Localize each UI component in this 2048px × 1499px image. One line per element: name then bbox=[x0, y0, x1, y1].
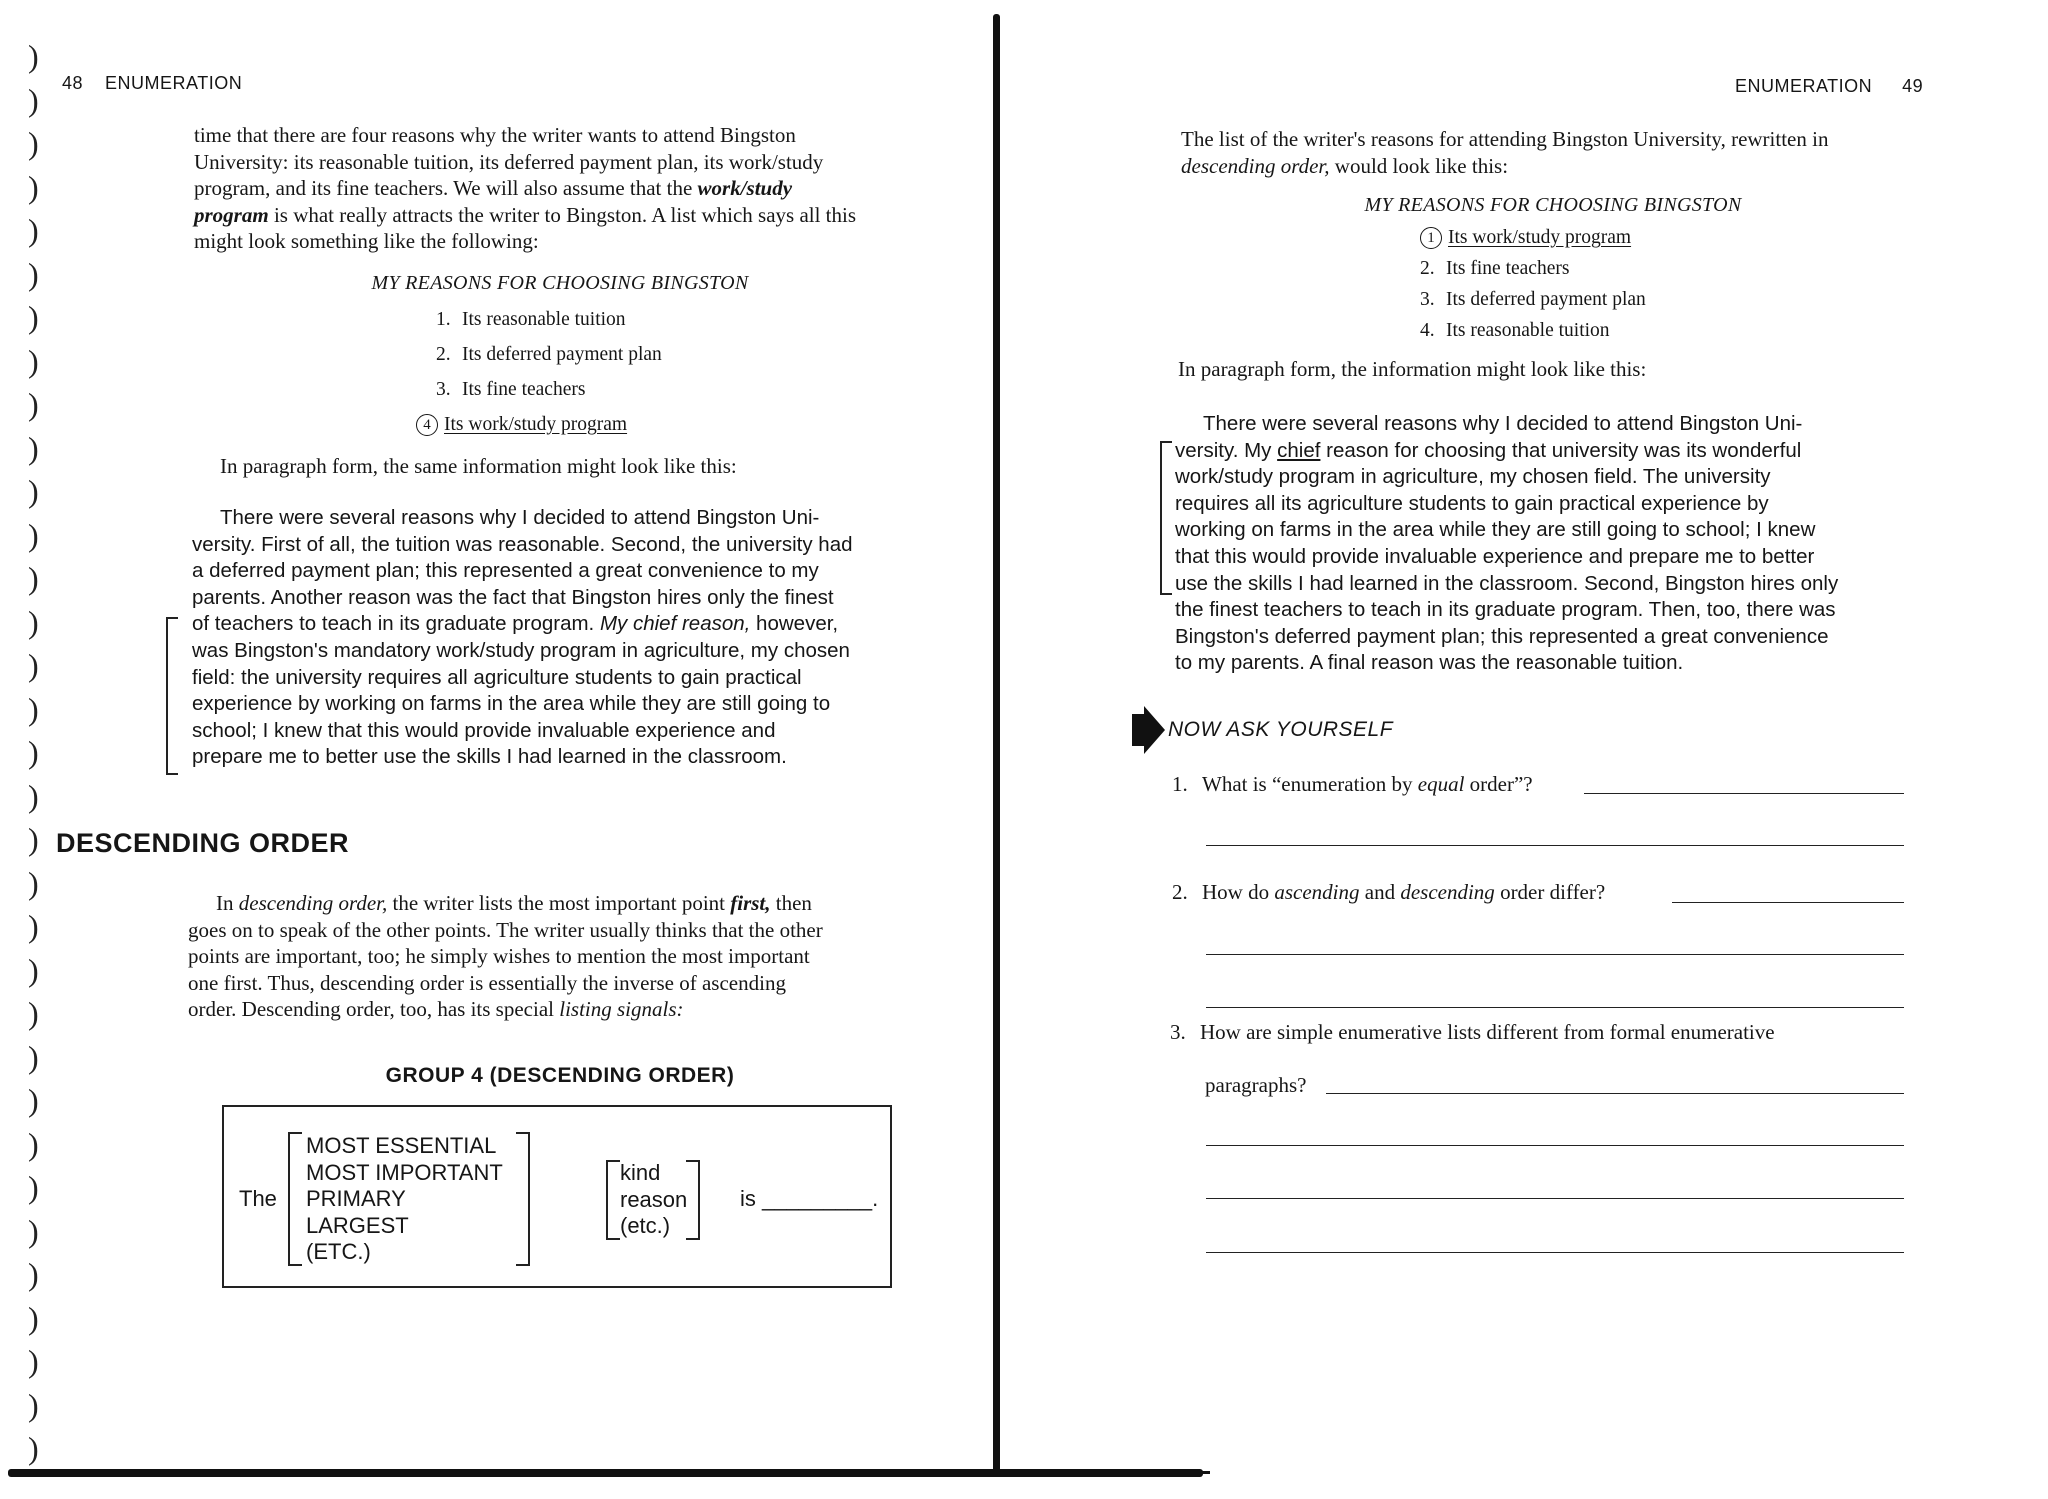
example-line: that this would provide invaluable experience and prepare me to better bbox=[1175, 544, 1815, 568]
binding-mark: ) bbox=[28, 386, 39, 422]
binding-mark: ) bbox=[28, 1299, 39, 1336]
right-bracket bbox=[686, 1160, 700, 1240]
bottom-rule-extension bbox=[960, 1471, 1210, 1474]
question-text: How do ascending and descending order differ? bbox=[1202, 880, 1606, 904]
question-3-continuation: paragraphs? bbox=[1205, 1073, 1307, 1097]
binding-mark: ) bbox=[28, 81, 39, 118]
intro-line: time that there are four reasons why the writer wants to attend Bingston bbox=[194, 123, 796, 147]
answer-line[interactable] bbox=[1206, 1145, 1904, 1146]
signal-word: PRIMARY bbox=[306, 1186, 406, 1211]
left-bracket bbox=[288, 1132, 302, 1266]
signal-word: reason bbox=[620, 1186, 688, 1212]
example-line: versity. My chief reason for choosing that university was its wonderful bbox=[1175, 438, 1802, 462]
example-line: parents. Another reason was the fact that Bingston hires only the finest bbox=[192, 585, 834, 609]
example-line: prepare me to better use the skills I had learned in the classroom. bbox=[192, 745, 787, 769]
left-intro-paragraph bbox=[194, 122, 930, 255]
left-example-paragraph bbox=[192, 505, 926, 771]
right-page-number: 49 bbox=[1902, 76, 1924, 96]
list-item: 3. Its deferred payment plan bbox=[1420, 289, 1646, 310]
binding-mark: ) bbox=[28, 1343, 39, 1379]
signal-word: kind bbox=[620, 1160, 661, 1185]
binding-mark: ) bbox=[28, 734, 39, 770]
binding-mark: ) bbox=[28, 603, 39, 640]
example-line: to my parents. A final reason was the reasonable tuition. bbox=[1175, 651, 1684, 675]
section-heading: DESCENDING ORDER bbox=[56, 828, 350, 858]
signal-word: LARGEST bbox=[306, 1212, 409, 1238]
descending-line: order. Descending order, too, has its special listing signals: bbox=[188, 997, 684, 1021]
circled-number: 1 bbox=[1420, 227, 1442, 249]
binding-mark: ) bbox=[28, 516, 39, 553]
list-item: 1 Its work/study program bbox=[1420, 222, 1646, 253]
box-blank: _________. bbox=[762, 1186, 879, 1211]
binding-mark: ) bbox=[28, 908, 39, 944]
right-example-paragraph bbox=[1175, 411, 1908, 677]
answer-line[interactable] bbox=[1584, 793, 1904, 794]
intro-line: descending order, would look like this: bbox=[1181, 153, 1509, 178]
binding-mark: ) bbox=[28, 690, 39, 727]
binding-mark: ) bbox=[28, 168, 39, 205]
circled-number: 4 bbox=[416, 414, 438, 436]
binding-mark: ) bbox=[28, 1386, 39, 1423]
left-running-head bbox=[62, 73, 242, 94]
binding-mark: ) bbox=[28, 864, 39, 901]
box-tail-word: is bbox=[740, 1186, 756, 1211]
right-intro-paragraph bbox=[1181, 126, 1911, 179]
example-line: requires all its agriculture students to gain practical experience by bbox=[1175, 491, 1769, 515]
right-running-head-title: ENUMERATION bbox=[1735, 76, 1873, 96]
box-tail bbox=[740, 1186, 878, 1213]
example-line: experience by working on farms in the area while they are still going to bbox=[192, 692, 831, 716]
answer-line[interactable] bbox=[1206, 845, 1904, 846]
descending-paragraph bbox=[188, 890, 924, 1023]
intro-line: program, and its fine teachers. We will also assume that the work/study bbox=[194, 176, 793, 200]
binding-mark: ) bbox=[28, 212, 39, 248]
example-line: the finest teachers to teach in its graduate program. Then, too, there was bbox=[1175, 598, 1836, 622]
example-line: a deferred payment plan; this represented a great convenience to my bbox=[192, 559, 819, 583]
left-running-head-title: ENUMERATION bbox=[105, 73, 243, 93]
binding-mark: ) bbox=[28, 995, 39, 1031]
list-item: 2. Its deferred payment plan bbox=[436, 344, 662, 365]
example-line: There were several reasons why I decided to attend Bingston Uni- bbox=[1203, 412, 1803, 435]
descending-line: goes on to speak of the other points. The writer usually thinks that the other bbox=[188, 917, 823, 942]
signal-word: MOST IMPORTANT bbox=[306, 1159, 503, 1185]
example-line: versity. First of all, the tuition was reasonable. Second, the university had bbox=[192, 532, 853, 556]
binding-mark: ) bbox=[28, 429, 39, 466]
group-heading: GROUP 4 (DESCENDING ORDER) bbox=[385, 1064, 735, 1087]
left-reasons-list bbox=[423, 302, 662, 442]
binding-marks bbox=[18, 0, 58, 1499]
left-list-title: MY REASONS FOR CHOOSING BINGSTON bbox=[371, 272, 749, 294]
page-gutter bbox=[993, 14, 1000, 1474]
question-3: 3. How are simple enumerative lists different from formal enumerative bbox=[1170, 1020, 1775, 1044]
list-item: 4. Its reasonable tuition bbox=[1420, 320, 1610, 341]
binding-mark: ) bbox=[28, 560, 39, 596]
margin-bracket bbox=[166, 617, 178, 775]
intro-line: University: its reasonable tuition, its deferred payment plan, its work/study bbox=[194, 149, 824, 174]
left-transition-line: In paragraph form, the same information might look like this: bbox=[220, 454, 737, 478]
example-line: was Bingston's mandatory work/study program in agriculture, my chosen bbox=[192, 638, 850, 662]
binding-mark: ) bbox=[28, 342, 39, 379]
answer-line[interactable] bbox=[1326, 1093, 1904, 1094]
example-line: of teachers to teach in its graduate program. My chief reason, however, bbox=[192, 612, 839, 636]
list-item: 4 Its work/study program bbox=[416, 407, 662, 442]
binding-mark: ) bbox=[28, 1082, 39, 1118]
signal-word: (etc.) bbox=[620, 1213, 671, 1238]
left-bracket bbox=[606, 1160, 620, 1240]
right-list-title: MY REASONS FOR CHOOSING BINGSTON bbox=[1364, 194, 1742, 216]
noun-column bbox=[620, 1160, 687, 1240]
right-reasons-list bbox=[1420, 222, 1646, 346]
margin-bracket bbox=[1160, 441, 1172, 595]
list-item: 2. Its fine teachers bbox=[1420, 258, 1570, 279]
question-2: 2. How do ascending and descending order differ? bbox=[1172, 880, 1606, 904]
question-1: 1. What is “enumeration by equal order”? bbox=[1172, 772, 1533, 796]
answer-line[interactable] bbox=[1672, 902, 1904, 903]
example-line: There were several reasons why I decided to attend Bingston Uni- bbox=[220, 506, 820, 529]
binding-mark: ) bbox=[28, 1212, 39, 1249]
binding-mark: ) bbox=[28, 473, 39, 509]
right-bracket bbox=[516, 1132, 530, 1266]
example-line: work/study program in agriculture, my chosen field. The university bbox=[1175, 465, 1771, 489]
example-line: use the skills I had learned in the classroom. Second, Bingston hires only bbox=[1175, 571, 1839, 595]
arrow-icon bbox=[1130, 706, 1166, 754]
example-line: Bingston's deferred payment plan; this represented a great convenience bbox=[1175, 624, 1829, 648]
binding-mark: ) bbox=[28, 125, 39, 161]
answer-line[interactable] bbox=[1206, 1007, 1904, 1008]
binding-mark: ) bbox=[28, 1169, 39, 1205]
answer-line[interactable] bbox=[1206, 954, 1904, 955]
binding-mark: ) bbox=[28, 255, 39, 292]
left-page-number: 48 bbox=[62, 73, 84, 93]
example-line: school; I knew that this would provide invaluable experience and bbox=[192, 718, 776, 742]
right-transition-line: In paragraph form, the information might look like this: bbox=[1178, 357, 1647, 381]
intro-line: The list of the writer's reasons for attending Bingston University, rewritten in bbox=[1181, 127, 1829, 151]
right-running-head bbox=[1735, 76, 1923, 97]
ask-heading: NOW ASK YOURSELF bbox=[1168, 718, 1394, 741]
example-line: working on farms in the area while they are still going to school; I knew bbox=[1175, 518, 1816, 542]
list-item: 1. Its reasonable tuition bbox=[436, 309, 626, 330]
binding-mark: ) bbox=[28, 1038, 39, 1075]
binding-mark: ) bbox=[28, 647, 39, 683]
box-lead-word: The bbox=[239, 1186, 277, 1211]
binding-mark: ) bbox=[28, 1125, 39, 1162]
descending-line: one first. Thus, descending order is essentially the inverse of ascending bbox=[188, 970, 786, 995]
binding-mark: ) bbox=[28, 951, 39, 988]
signal-word: (ETC.) bbox=[306, 1239, 371, 1264]
binding-mark: ) bbox=[28, 299, 39, 335]
binding-mark: ) bbox=[28, 1256, 39, 1292]
intro-line: might look something like the following: bbox=[194, 229, 539, 253]
binding-mark: ) bbox=[28, 777, 39, 814]
answer-line[interactable] bbox=[1206, 1252, 1904, 1253]
example-line: field: the university requires all agriculture students to gain practical bbox=[192, 665, 802, 689]
descending-line: points are important, too; he simply wishes to mention the most important bbox=[188, 944, 810, 968]
adjective-column bbox=[306, 1133, 503, 1266]
intro-line: program is what really attracts the writer to Bingston. A list which says all this bbox=[194, 202, 857, 227]
binding-mark: ) bbox=[28, 821, 39, 857]
answer-line[interactable] bbox=[1206, 1198, 1904, 1199]
binding-mark: ) bbox=[28, 38, 39, 74]
list-item: 3. Its fine teachers bbox=[436, 379, 586, 400]
descending-line: In descending order, the writer lists the most important point first, then bbox=[216, 891, 812, 915]
binding-mark: ) bbox=[28, 1430, 39, 1466]
signal-word: MOST ESSENTIAL bbox=[306, 1133, 497, 1158]
